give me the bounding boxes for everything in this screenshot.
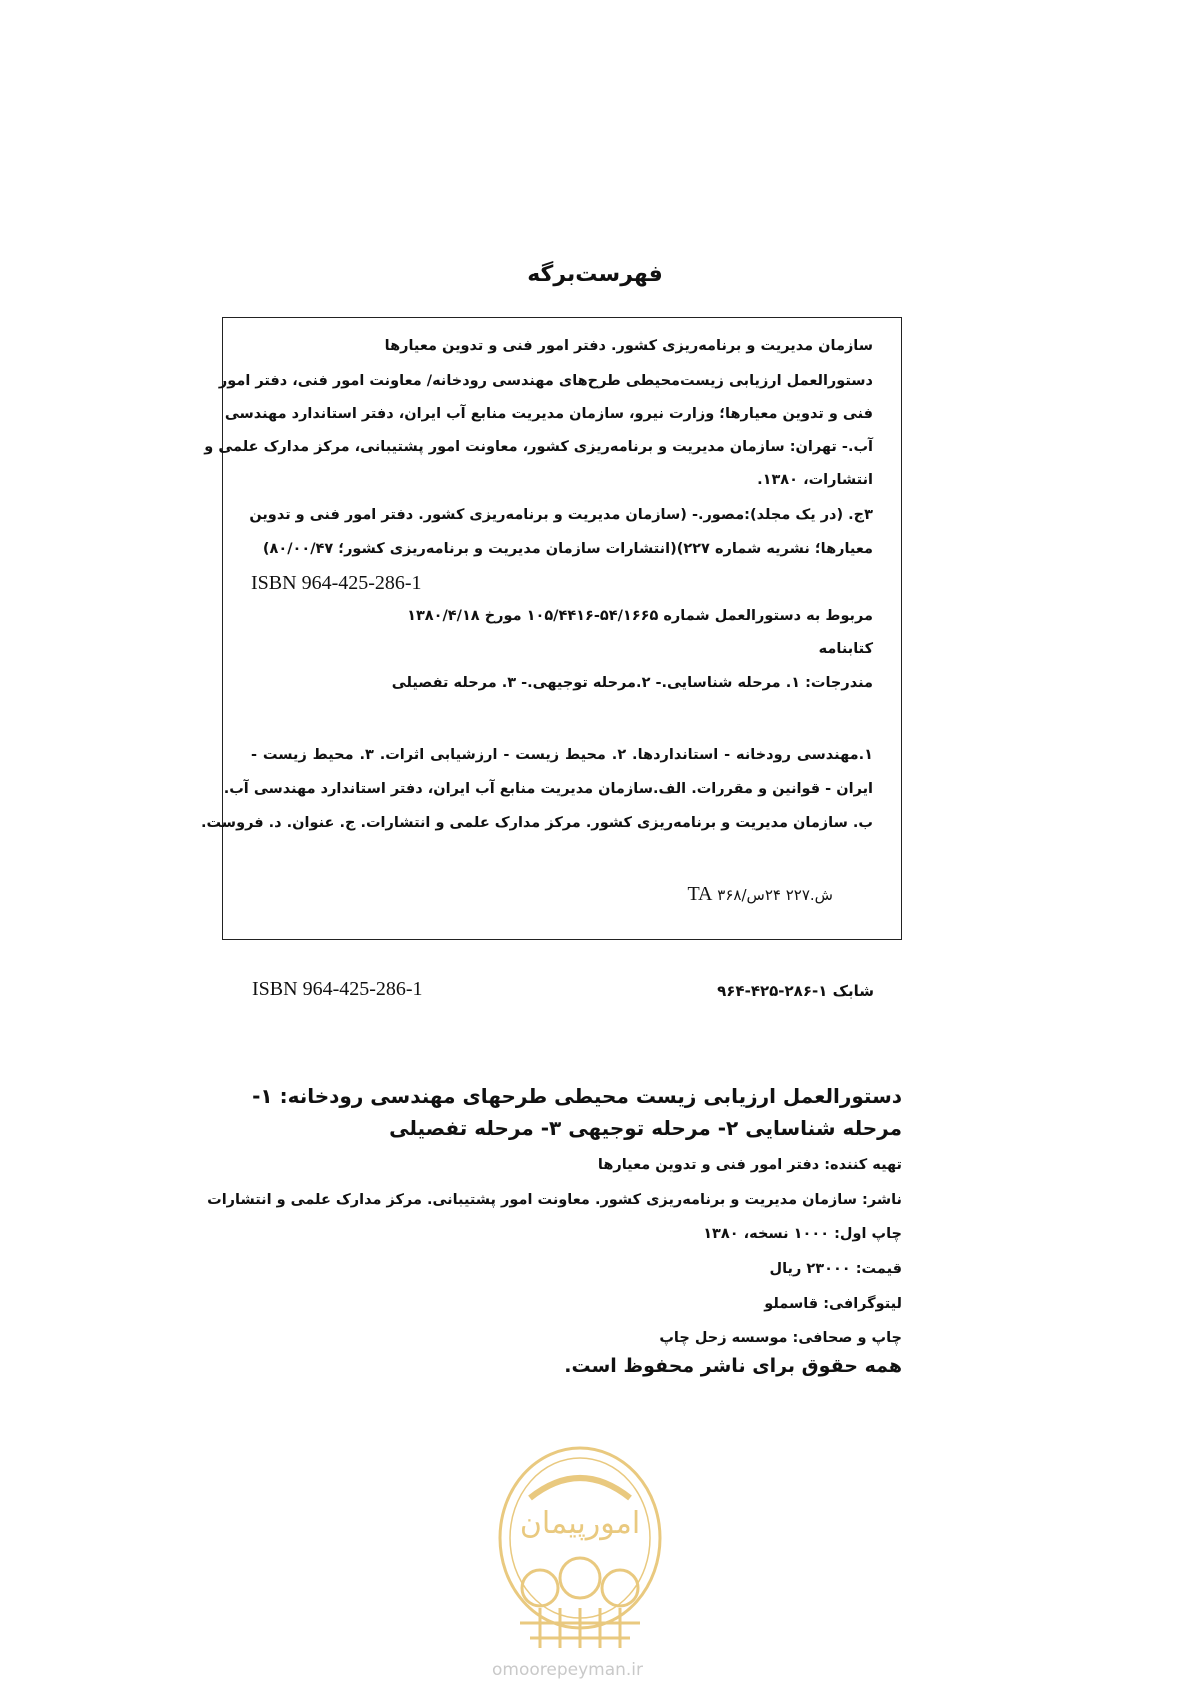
- catalog-line: انتشارات، ۱۳۸۰.: [757, 472, 873, 488]
- catalog-line: مربوط به دستورالعمل شماره ۵۴/۱۶۶۵-۱۰۵/۴۴۱۶ مورخ ۱۳۸۰/۴/۱۸: [407, 608, 873, 624]
- catalog-line: دستورالعمل ارزیابی زیست‌محیطی طرح‌های مهندسی رودخانه/ معاونت امور فنی، دفتر امور: [218, 373, 873, 389]
- catalog-line: ایران - قوانین و مقررات. الف.سازمان مدیریت منابع آب ایران، دفتر استاندارد مهندسی آب.: [223, 781, 873, 797]
- catalog-line: کتابنامه: [818, 641, 873, 657]
- catalog-line: ب. سازمان مدیریت و برنامه‌ریزی کشور. مرکز مدارک علمی و انتشارات. ج. عنوان. د. فروست.: [200, 815, 873, 831]
- catalog-line: مندرجات: ۱. مرحله شناسایی.- ۲.مرحله توجیهی.- ۳. مرحله تفصیلی: [391, 675, 873, 691]
- isbn-persian: شابک ۱-۲۸۶-۴۲۵-۹۶۴: [717, 982, 874, 1000]
- catalog-line: ۳ج. (در یک مجلد):مصور.- (سازمان مدیریت و برنامه‌ریزی کشور. دفتر امور فنی و تدوین: [249, 507, 873, 523]
- publisher-logo-icon: [480, 1438, 680, 1658]
- catalog-line: سازمان مدیریت و برنامه‌ریزی کشور. دفتر امور فنی و تدوین معیارها: [384, 338, 873, 354]
- preparer-line: تهیه کننده: دفتر امور فنی و تدوین معیارها: [597, 1157, 902, 1173]
- lithography-line: لیتوگرافی: قاسملو: [764, 1296, 902, 1312]
- price-line: قیمت: ۲۳۰۰۰ ریال: [769, 1261, 902, 1277]
- isbn-english: ISBN 964-425-286-1: [252, 978, 423, 1000]
- printing-line: چاپ و صحافی: موسسه زحل چاپ: [659, 1330, 902, 1346]
- catalog-line: آب.- تهران: سازمان مدیریت و برنامه‌ریزی کشور، معاونت امور پشتیبانی، مرکز مدارک علمی و: [204, 439, 873, 455]
- catalog-line: معیارها؛ نشریه شماره ۲۲۷)(انتشارات سازمان مدیریت و برنامه‌ریزی کشور؛ ۸۰/۰۰/۴۷): [262, 541, 873, 557]
- book-title: دستورالعمل ارزیابی زیست محیطی طرحهای مهندسی رودخانه: ۱- مرحله شناسایی ۲- مرحله توجیهی ۳- مرحله تفصیلی: [252, 1084, 902, 1140]
- classification-latin: TA: [687, 883, 713, 905]
- logo-text: امورپیمان: [519, 1506, 641, 1541]
- catalog-line: ۱.مهندسی رودخانه - استانداردها. ۲. محیط زیست - ارزشیابی اثرات. ۳. محیط زیست -: [251, 747, 873, 763]
- publisher-line: ناشر: سازمان مدیریت و برنامه‌ریزی کشور. معاونت امور پشتیبانی. مرکز مدارک علمی و انتشارات: [207, 1192, 902, 1208]
- page-title: فهرست‌برگه: [527, 262, 663, 287]
- website-watermark: omoorepeyman.ir: [492, 1660, 644, 1680]
- edition-line: چاپ اول: ۱۰۰۰ نسخه، ۱۳۸۰: [703, 1226, 902, 1242]
- classification-fa: ش.۲۲۷ ۲۴س/۳۶۸: [717, 886, 833, 904]
- catalog-line: فنی و تدوین معیارها؛ وزارت نیرو، سازمان مدیریت منابع آب ایران، دفتر استاندارد مهندسی: [224, 406, 873, 422]
- copyright-notice: همه حقوق برای ناشر محفوظ است.: [564, 1355, 902, 1377]
- catalog-isbn: ISBN 964-425-286-1: [251, 572, 422, 594]
- catalog-card: [200, 317, 902, 940]
- classification-number: [687, 883, 833, 906]
